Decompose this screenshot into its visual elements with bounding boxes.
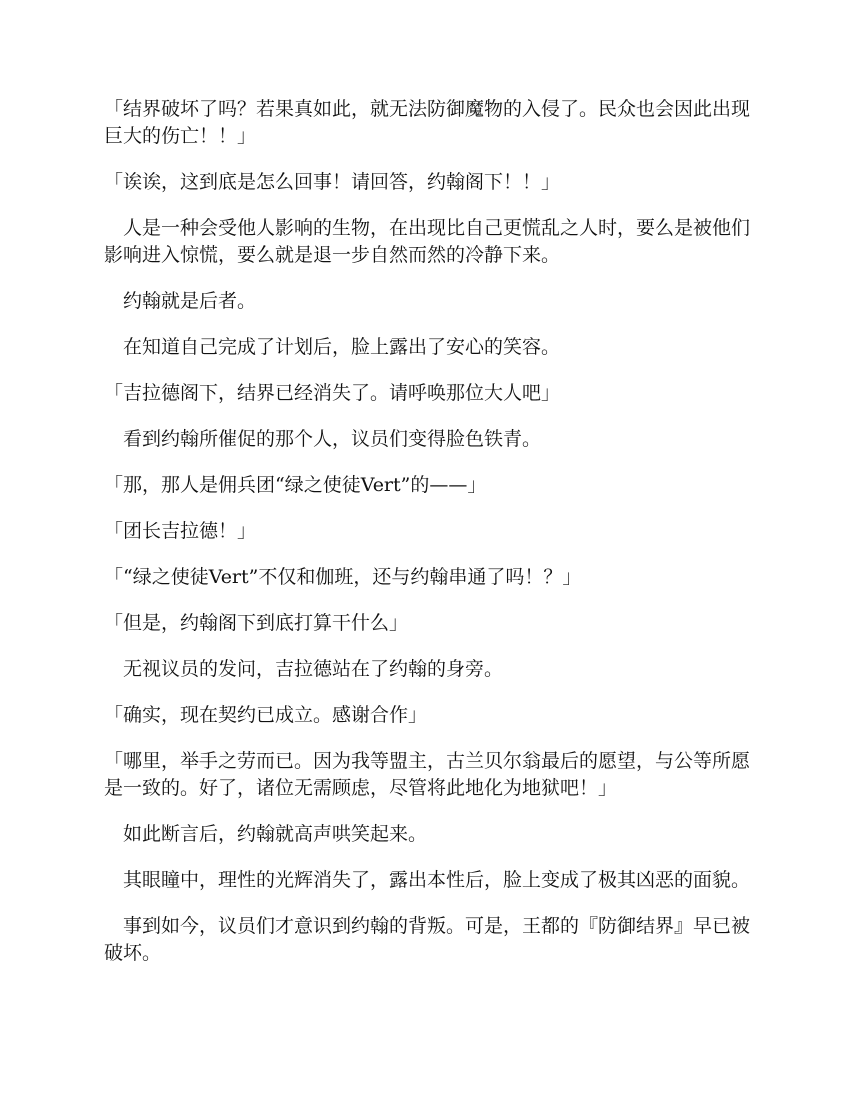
paragraph-dialogue: 「那，那人是佣兵团“绿之使徒Vert”的——」 — [104, 474, 487, 496]
paragraph-dialogue: 「诶诶，这到底是怎么回事！请回答，约翰阁下！！」 — [104, 171, 561, 193]
paragraph-dialogue: 「团长吉拉德！」 — [104, 520, 257, 542]
paragraph-narration: 事到如今，议员们才意识到约翰的背叛。可是，王都的『防御结界』早已被破坏。 — [104, 915, 751, 964]
paragraph-dialogue: 「吉拉德阁下，结界已经消失了。请呼唤那位大人吧」 — [104, 382, 561, 404]
paragraph-dialogue: 「结界破坏了吗？若果真如此，就无法防御魔物的入侵了。民众也会因此出现巨大的伤亡！！」 — [104, 98, 751, 147]
document-page — [104, 96, 752, 986]
paragraph-narration: 约翰就是后者。 — [123, 290, 257, 312]
paragraph-dialogue: 「哪里，举手之劳而已。因为我等盟主，古兰贝尔翁最后的愿望，与公等所愿是一致的。好了，诸位无需顾虑，尽管将此地化为地狱吧！」 — [104, 750, 751, 799]
paragraph-narration: 无视议员的发问，吉拉德站在了约翰的身旁。 — [123, 658, 504, 680]
paragraph-narration: 在知道自己完成了计划后，脸上露出了安心的笑容。 — [123, 336, 561, 358]
paragraph-dialogue: 「确实，现在契约已成立。感谢合作」 — [104, 704, 428, 726]
paragraph-narration: 人是一种会受他人影响的生物，在出现比自己更慌乱之人时，要么是被他们影响进入惊慌，要么就是退一步自然而然的冷静下来。 — [104, 217, 751, 266]
paragraph-dialogue: 「但是，约翰阁下到底打算干什么」 — [104, 612, 409, 634]
paragraph-narration: 其眼瞳中，理性的光辉消失了，露出本性后，脸上变成了极其凶恶的面貌。 — [123, 869, 751, 891]
paragraph-dialogue: 「“绿之使徒Vert”不仅和伽班，还与约翰串通了吗！？」 — [104, 566, 582, 588]
paragraph-narration: 如此断言后，约翰就高声哄笑起来。 — [123, 823, 428, 845]
paragraph-narration: 看到约翰所催促的那个人，议员们变得脸色铁青。 — [123, 428, 542, 450]
